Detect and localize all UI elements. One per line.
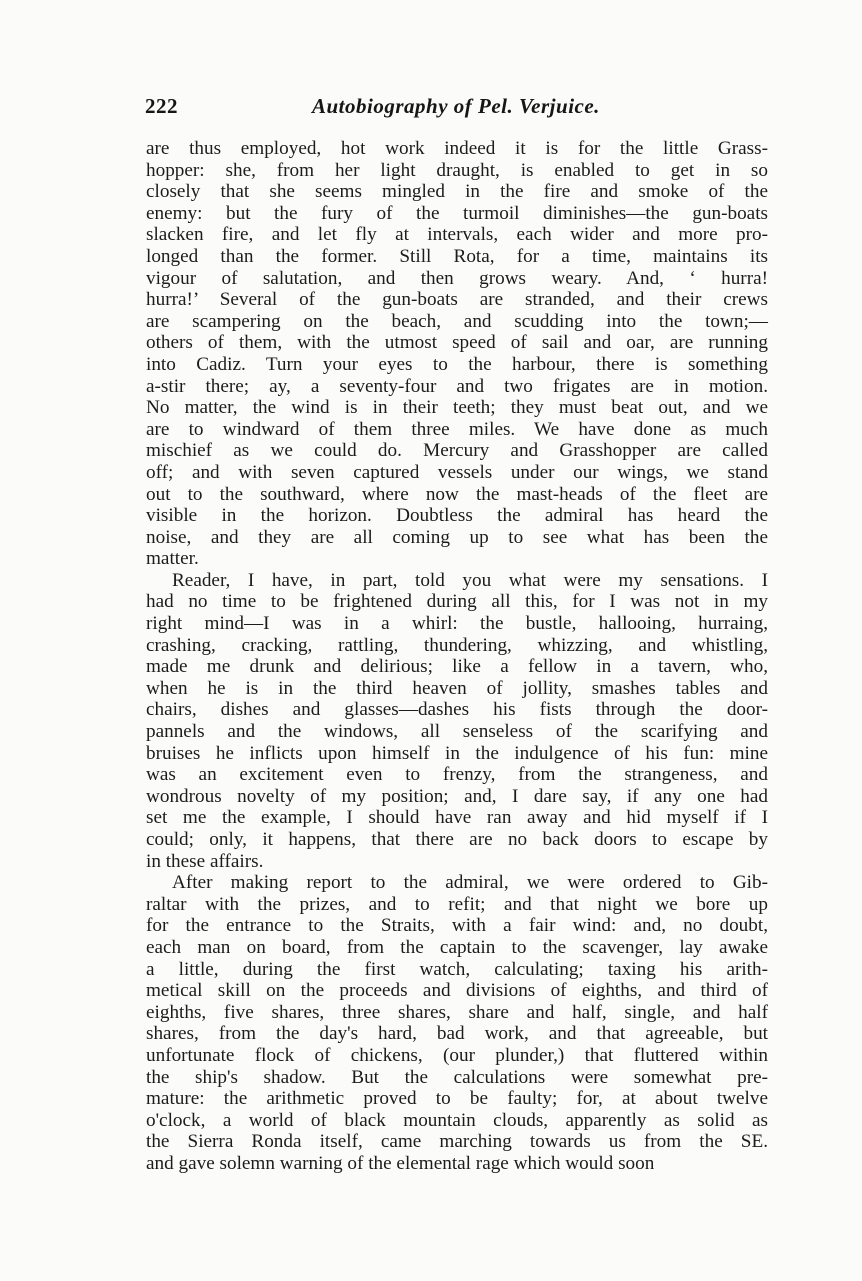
text-line: chairs, dishes and glasses—dashes his fists through the door- <box>146 699 768 721</box>
text-line: mischief as we could do. Mercury and Grasshopper are called <box>146 440 768 462</box>
text-line: shares, from the day's hard, bad work, and that agreeable, but <box>146 1023 768 1045</box>
text-line: the Sierra Ronda itself, came marching towards us from the SE. <box>146 1131 768 1153</box>
text-line: was an excitement even to frenzy, from the strangeness, and <box>146 764 768 786</box>
text-line: crashing, cracking, rattling, thundering, whizzing, and whistling, <box>146 634 768 656</box>
text-line: pannels and the windows, all senseless of the scarifying and <box>146 721 768 743</box>
text-line: After making report to the admiral, we were ordered to Gib- <box>172 872 768 894</box>
page-number: 222 <box>145 94 178 118</box>
text-line: are thus employed, hot work indeed it is for the little Grass- <box>146 138 768 159</box>
text-line: are scampering on the beach, and scudding into the town;— <box>146 310 768 332</box>
text-line: Reader, I have, in part, told you what were my sensations. I <box>172 569 768 591</box>
text-line: could; only, it happens, that there are no back doors to escape by <box>146 829 768 850</box>
text-line: wondrous novelty of my position; and, I dare say, if any one had <box>146 785 768 807</box>
running-head: Autobiography of Pel. Verjuice. <box>312 94 600 118</box>
text-line: in these affairs. <box>146 850 264 872</box>
text-line: mature: the arithmetic proved to be faulty; for, at about twelve <box>146 1088 768 1110</box>
text-line: into Cadiz. Turn your eyes to the harbour, there is something <box>146 353 768 375</box>
text-line: closely that she seems mingled in the fire and smoke of the <box>146 181 768 203</box>
text-line: bruises he inflicts upon himself in the indulgence of his fun: mine <box>146 742 768 764</box>
text-line: visible in the horizon. Doubtless the admiral has heard the <box>146 505 768 527</box>
text-line: metical skill on the proceeds and divisions of eighths, and third of <box>146 980 768 1002</box>
paragraph <box>146 570 768 872</box>
text-line: right mind—I was in a whirl: the bustle, hallooing, hurraing, <box>146 613 768 635</box>
text-line: off; and with seven captured vessels under our wings, we stand <box>146 461 768 483</box>
text-line: had no time to be frightened during all this, for I was not in my <box>146 591 768 613</box>
text-line: for the entrance to the Straits, with a fair wind: and, no doubt, <box>146 915 768 937</box>
text-line: out to the southward, where now the mast-heads of the fleet are <box>146 483 768 505</box>
text-line: enemy: but the fury of the turmoil diminishes—the gun-boats <box>146 202 768 224</box>
text-line: a little, during the first watch, calculating; taxing his arith- <box>146 958 768 980</box>
text-line: each man on board, from the captain to the scavenger, lay awake <box>146 936 768 958</box>
text-line: eighths, five shares, three shares, share and half, single, and half <box>146 1001 768 1023</box>
text-line: longed than the former. Still Rota, for a time, maintains its <box>146 245 768 267</box>
paragraph <box>146 138 768 570</box>
text-line: o'clock, a world of black mountain clouds, apparently as solid as <box>146 1109 768 1131</box>
text-line: hopper: she, from her light draught, is enabled to get in so <box>146 159 768 181</box>
text-line: when he is in the third heaven of jollity, smashes tables and <box>146 677 768 699</box>
text-line: made me drunk and delirious; like a fellow in a tavern, who, <box>146 656 768 678</box>
text-line: raltar with the prizes, and to refit; and that night we bore up <box>146 893 768 915</box>
text-line: matter. <box>146 548 199 570</box>
text-line: set me the example, I should have ran away and hid myself if I <box>146 807 768 829</box>
text-line: noise, and they are all coming up to see what has been the <box>146 526 768 548</box>
paragraph <box>146 872 768 1174</box>
text-line: a-stir there; ay, a seventy-four and two frigates are in motion. <box>146 375 768 397</box>
text-line: are to windward of them three miles. We have done as much <box>146 418 768 440</box>
text-line: vigour of salutation, and then grows weary. And, ‘ hurra! <box>146 267 768 289</box>
text-line: others of them, with the utmost speed of sail and oar, are running <box>146 332 768 354</box>
text-line: No matter, the wind is in their teeth; they must beat out, and we <box>146 397 768 419</box>
text-line: slacken fire, and let fly at intervals, each wider and more pro- <box>146 224 768 246</box>
text-line: unfortunate flock of chickens, (our plunder,) that fluttered within <box>146 1044 768 1066</box>
body-text <box>146 138 768 1175</box>
page-header <box>145 94 770 134</box>
text-line: hurra!’ Several of the gun-boats are stranded, and their crews <box>146 289 768 311</box>
text-line: and gave solemn warning of the elemental rage which would soon <box>146 1152 655 1174</box>
text-line: the ship's shadow. But the calculations were somewhat pre- <box>146 1066 768 1088</box>
